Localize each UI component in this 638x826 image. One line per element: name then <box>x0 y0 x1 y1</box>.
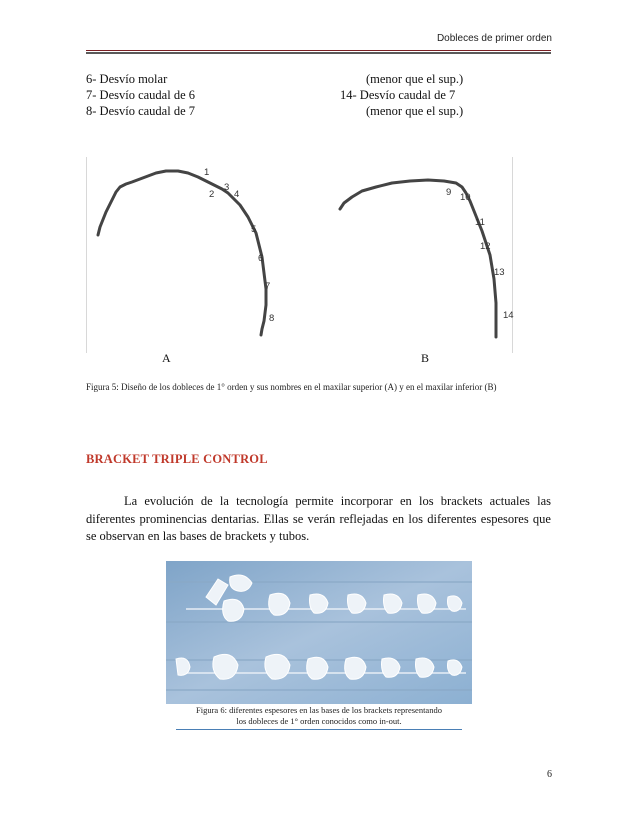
bend-number: 13 <box>494 267 505 278</box>
list-item: (menor que el sup.) <box>366 104 464 118</box>
bend-number: 4 <box>234 189 240 200</box>
bend-number: 2 <box>209 189 215 200</box>
figure-label-a: A <box>162 351 171 365</box>
bend-number: 10 <box>460 192 471 203</box>
bend-number: 11 <box>475 217 485 228</box>
body-paragraph <box>86 493 551 546</box>
bend-number: 6 <box>258 253 264 264</box>
figure-5-caption: Figura 5: Diseño de los dobleces de 1° orden y sus nombres en el maxilar superior (A) y en el maxilar inferior (B) <box>86 382 497 392</box>
bracket-bases-photo <box>166 561 472 704</box>
figure-6-caption <box>176 705 462 730</box>
arch-wire-b <box>340 180 496 337</box>
paragraph-text: La evolución de la tecnología permite incorporar en los brackets actuales las diferentes prominencias dentarias. Ellas se verán reflejadas en los diferentes espesores que se observan en las bases de brackets y tubos. <box>86 494 551 543</box>
caption-line: los dobleces de 1° orden conocidos como in-out. <box>236 716 402 726</box>
caption-line: Figura 6: diferentes espesores en las bases de los brackets representando <box>196 705 442 715</box>
list-item: 6- Desvío molar <box>86 72 168 86</box>
bend-list-right <box>340 71 463 119</box>
bend-number: 12 <box>480 241 491 252</box>
list-item: 14- Desvío caudal de 7 <box>340 88 456 102</box>
section-title: BRACKET TRIPLE CONTROL <box>86 452 268 466</box>
bend-number: 1 <box>204 167 210 178</box>
bend-number: 3 <box>224 182 230 193</box>
bend-number: 7 <box>265 281 271 292</box>
header-rule <box>86 50 551 54</box>
bend-list-left <box>86 71 195 119</box>
list-item: 7- Desvío caudal de 6 <box>86 88 195 102</box>
running-header: Dobleces de primer orden <box>436 33 552 44</box>
bend-number: 5 <box>251 224 257 235</box>
figure-5-diagram <box>86 157 516 357</box>
page-number: 6 <box>547 769 552 780</box>
bend-number: 9 <box>446 187 452 198</box>
list-item: 8- Desvío caudal de 7 <box>86 104 195 118</box>
bend-number: 8 <box>269 313 275 324</box>
bend-number: 14 <box>503 310 514 321</box>
arch-wire-a <box>98 171 266 335</box>
figure-label-b: B <box>421 351 430 365</box>
list-item: (menor que el sup.) <box>366 72 464 86</box>
